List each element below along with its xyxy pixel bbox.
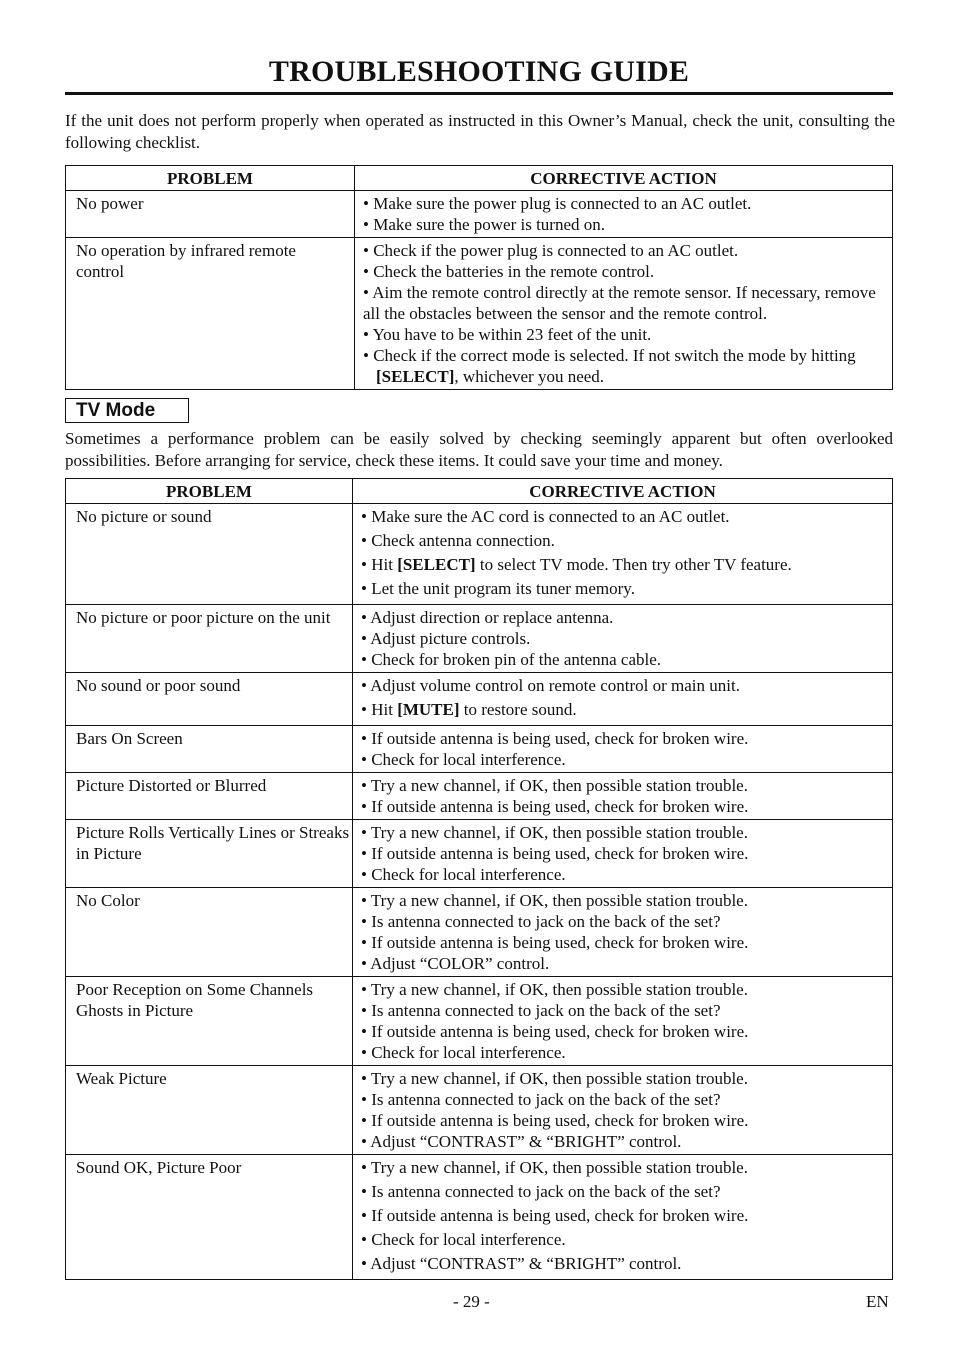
- tv-mode-troubleshooting-table: [65, 478, 893, 1280]
- action-cell: [353, 726, 893, 773]
- action-item: • If outside antenna is being used, check for broken wire.: [361, 729, 749, 748]
- action-item: • If outside antenna is being used, check for broken wire.: [361, 797, 749, 816]
- problem-cell: No Color: [66, 888, 353, 977]
- action-header: CORRECTIVE ACTION: [355, 166, 893, 191]
- table-row: [66, 977, 893, 1066]
- action-item: • Check antenna connection.: [361, 531, 555, 550]
- action-item: • Check for local interference.: [361, 1230, 566, 1249]
- action-item: • Try a new channel, if OK, then possible station trouble.: [361, 776, 748, 795]
- problem-cell: Weak Picture: [66, 1066, 353, 1155]
- problem-cell: No power: [66, 191, 355, 238]
- tv-mode-heading: TV Mode: [65, 398, 189, 423]
- table-row: [66, 888, 893, 977]
- action-item: • Try a new channel, if OK, then possible station trouble.: [361, 891, 748, 910]
- action-item: • Is antenna connected to jack on the back of the set?: [361, 912, 721, 931]
- table-row: [66, 504, 893, 605]
- table-row: [66, 605, 893, 673]
- problem-cell: No operation by infrared remote control: [66, 238, 355, 390]
- action-item: • Check if the correct mode is selected. If not switch the mode by hitting [SELECT], whichever you need.: [363, 346, 856, 386]
- action-cell: [353, 1066, 893, 1155]
- title-underline: [65, 92, 893, 95]
- problem-cell: Picture Distorted or Blurred: [66, 773, 353, 820]
- action-item: • Hit [MUTE] to restore sound.: [361, 700, 577, 719]
- action-item: • Try a new channel, if OK, then possible station trouble.: [361, 823, 748, 842]
- tv-mode-intro: Sometimes a performance problem can be easily solved by checking seemingly apparent but often overlooked possibilities. Before arranging for service, check these items. It could save your time and money.: [65, 429, 893, 470]
- action-cell: [353, 820, 893, 888]
- table-row: [66, 1066, 893, 1155]
- action-cell: [353, 1155, 893, 1280]
- table-row: [66, 1155, 893, 1280]
- action-item: • Try a new channel, if OK, then possible station trouble.: [361, 1069, 748, 1088]
- action-item: • Adjust direction or replace antenna.: [361, 608, 614, 627]
- problem-cell: No sound or poor sound: [66, 673, 353, 726]
- action-item: • Check for broken pin of the antenna cable.: [361, 650, 662, 669]
- action-item: • Make sure the power plug is connected to an AC outlet.: [363, 194, 752, 213]
- action-item: • Try a new channel, if OK, then possible station trouble.: [361, 980, 748, 999]
- action-item: • If outside antenna is being used, check for broken wire.: [361, 844, 749, 863]
- action-item: • Check for local interference.: [361, 1043, 566, 1062]
- action-cell: [355, 191, 893, 238]
- action-cell: [353, 673, 893, 726]
- action-item: • Make sure the power is turned on.: [363, 215, 606, 234]
- action-item: • If outside antenna is being used, check for broken wire.: [361, 1206, 749, 1225]
- table-row: [66, 773, 893, 820]
- action-item: • Hit [SELECT] to select TV mode. Then try other TV feature.: [361, 555, 792, 574]
- problem-header: PROBLEM: [66, 479, 353, 504]
- problem-cell: No picture or sound: [66, 504, 353, 605]
- action-item: • Check for local interference.: [361, 750, 566, 769]
- action-item: • Adjust “CONTRAST” & “BRIGHT” control.: [361, 1254, 682, 1273]
- page-number: - 29 -: [453, 1292, 490, 1311]
- action-item: • Let the unit program its tuner memory.: [361, 579, 635, 598]
- action-item: • If outside antenna is being used, check for broken wire.: [361, 933, 749, 952]
- action-item: • If outside antenna is being used, check for broken wire.: [361, 1022, 749, 1041]
- action-item: • Adjust “COLOR” control.: [361, 954, 550, 973]
- table-header-row: [66, 166, 893, 191]
- action-cell: [353, 977, 893, 1066]
- table-row: [66, 191, 893, 238]
- problem-cell: Sound OK, Picture Poor: [66, 1155, 353, 1280]
- action-item: • Aim the remote control directly at the remote sensor. If necessary, remove all the obstacles between the sensor and the remote control.: [363, 283, 876, 323]
- action-item: • Adjust “CONTRAST” & “BRIGHT” control.: [361, 1132, 682, 1151]
- action-item: • Try a new channel, if OK, then possible station trouble.: [361, 1158, 748, 1177]
- table-row: [66, 820, 893, 888]
- action-item: • Check if the power plug is connected to an AC outlet.: [363, 241, 739, 260]
- action-item: • You have to be within 23 feet of the unit.: [363, 325, 652, 344]
- action-cell: [353, 504, 893, 605]
- action-header: CORRECTIVE ACTION: [353, 479, 893, 504]
- action-item: • Make sure the AC cord is connected to an AC outlet.: [361, 507, 730, 526]
- action-item: • Check the batteries in the remote control.: [363, 262, 655, 281]
- table-row: [66, 238, 893, 390]
- intro-paragraph: If the unit does not perform properly when operated as instructed in this Owner’s Manual, check the unit, consulting the following checklist.: [65, 111, 895, 152]
- problem-header: PROBLEM: [66, 166, 355, 191]
- table-row: [66, 673, 893, 726]
- action-item: • Adjust volume control on remote control or main unit.: [361, 676, 740, 695]
- language-code: EN: [866, 1292, 889, 1311]
- action-item: • If outside antenna is being used, check for broken wire.: [361, 1111, 749, 1130]
- action-cell: [353, 605, 893, 673]
- general-troubleshooting-table: [65, 165, 893, 390]
- action-item: • Is antenna connected to jack on the back of the set?: [361, 1001, 721, 1020]
- table-header-row: [66, 479, 893, 504]
- action-cell: [353, 888, 893, 977]
- action-cell: [355, 238, 893, 390]
- problem-cell: Picture Rolls Vertically Lines or Streaks in Picture: [66, 820, 353, 888]
- action-item: • Adjust picture controls.: [361, 629, 531, 648]
- page-title: TROUBLESHOOTING GUIDE: [268, 55, 690, 88]
- table-row: [66, 726, 893, 773]
- problem-cell: No picture or poor picture on the unit: [66, 605, 353, 673]
- problem-cell: Poor Reception on Some Channels Ghosts in Picture: [66, 977, 353, 1066]
- action-item: • Is antenna connected to jack on the back of the set?: [361, 1182, 721, 1201]
- action-cell: [353, 773, 893, 820]
- action-item: • Check for local interference.: [361, 865, 566, 884]
- action-item: • Is antenna connected to jack on the back of the set?: [361, 1090, 721, 1109]
- problem-cell: Bars On Screen: [66, 726, 353, 773]
